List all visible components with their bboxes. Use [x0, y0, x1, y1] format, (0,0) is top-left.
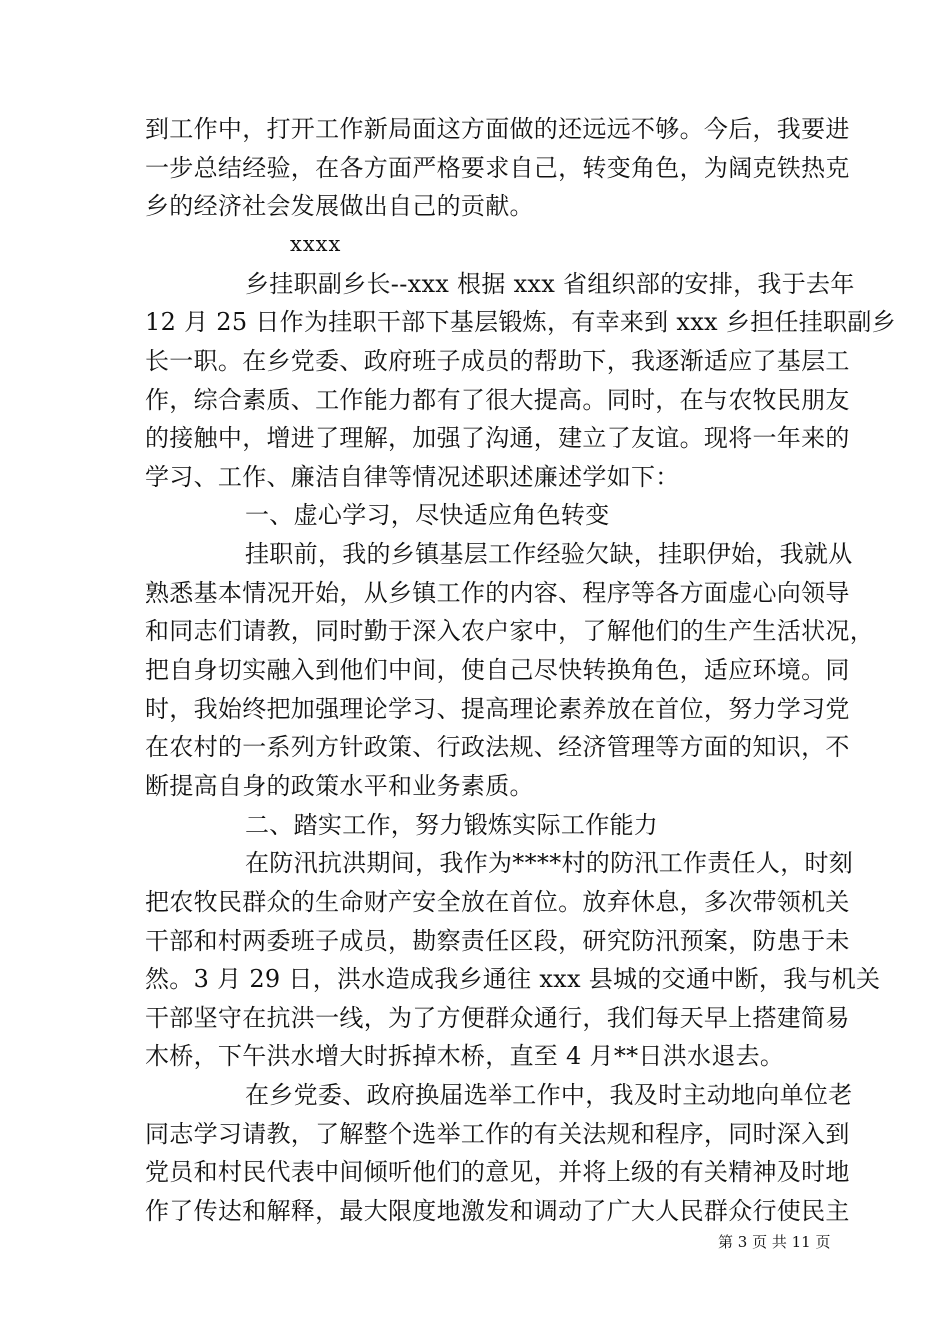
paragraph-line: 干部坚守在抗洪一线，为了方便群众通行，我们每天早上搭建简易: [145, 1004, 850, 1032]
paragraph-line: 12 月 25 日作为挂职干部下基层锻炼，有幸来到 xxx 乡担任挂职副乡: [145, 308, 896, 336]
paragraph-line: 在农村的一系列方针政策、行政法规、经济管理等方面的知识，不: [145, 733, 850, 761]
paragraph-line: 挂职前，我的乡镇基层工作经验欠缺，挂职伊始，我就从: [245, 540, 853, 568]
author-name: xxxx: [290, 232, 342, 256]
page-number-footer: 第 3 页 共 11 页: [718, 1233, 831, 1251]
paragraph-line: 和同志们请教，同时勤于深入农户家中，了解他们的生产生活状况，: [145, 617, 874, 645]
paragraph-line: 长一职。在乡党委、政府班子成员的帮助下，我逐渐适应了基层工: [145, 347, 850, 375]
paragraph-line: 时，我始终把加强理论学习、提高理论素养放在首位，努力学习党: [145, 695, 850, 723]
paragraph-line: 一步总结经验，在各方面严格要求自己，转变角色，为阔克铁热克: [145, 154, 850, 182]
paragraph-line: 学习、工作、廉洁自律等情况述职述廉述学如下：: [145, 463, 680, 491]
paragraph-line: 断提高自身的政策水平和业务素质。: [145, 772, 534, 800]
paragraph-line: 乡的经济社会发展做出自己的贡献。: [145, 192, 534, 220]
paragraph-line: 熟悉基本情况开始，从乡镇工作的内容、程序等各方面虚心向领导: [145, 579, 850, 607]
paragraph-line: 乡挂职副乡长--xxx 根据 xxx 省组织部的安排，我于去年: [245, 270, 855, 298]
paragraph-line: 把自身切实融入到他们中间，使自己尽快转换角色，适应环境。同: [145, 656, 850, 684]
paragraph-line: 作，综合素质、工作能力都有了很大提高。同时，在与农牧民朋友: [145, 386, 850, 414]
paragraph-line: 在乡党委、政府换届选举工作中，我及时主动地向单位老: [245, 1081, 853, 1109]
section-heading: 二、踏实工作，努力锻炼实际工作能力: [245, 811, 659, 839]
paragraph-line: 木桥，下午洪水增大时拆掉木桥，直至 4 月**日洪水退去。: [145, 1042, 785, 1070]
paragraph-line: 干部和村两委班子成员，勘察责任区段，研究防汛预案，防患于未: [145, 927, 850, 955]
paragraph-line: 在防汛抗洪期间，我作为****村的防汛工作责任人，时刻: [245, 849, 854, 877]
paragraph-line: 然。3 月 29 日，洪水造成我乡通往 xxx 县城的交通中断，我与机关: [145, 965, 881, 993]
paragraph-line: 党员和村民代表中间倾听他们的意见，并将上级的有关精神及时地: [145, 1158, 850, 1186]
paragraph-line: 到工作中，打开工作新局面这方面做的还远远不够。今后，我要进: [145, 115, 850, 143]
section-heading: 一、虚心学习，尽快适应角色转变: [245, 501, 610, 529]
paragraph-line: 作了传达和解释，最大限度地激发和调动了广大人民群众行使民主: [145, 1197, 850, 1225]
paragraph-line: 同志学习请教，了解整个选举工作的有关法规和程序，同时深入到: [145, 1120, 850, 1148]
paragraph-line: 把农牧民群众的生命财产安全放在首位。放弃休息，多次带领机关: [145, 888, 850, 916]
paragraph-line: 的接触中，增进了理解，加强了沟通，建立了友谊。现将一年来的: [145, 424, 850, 452]
